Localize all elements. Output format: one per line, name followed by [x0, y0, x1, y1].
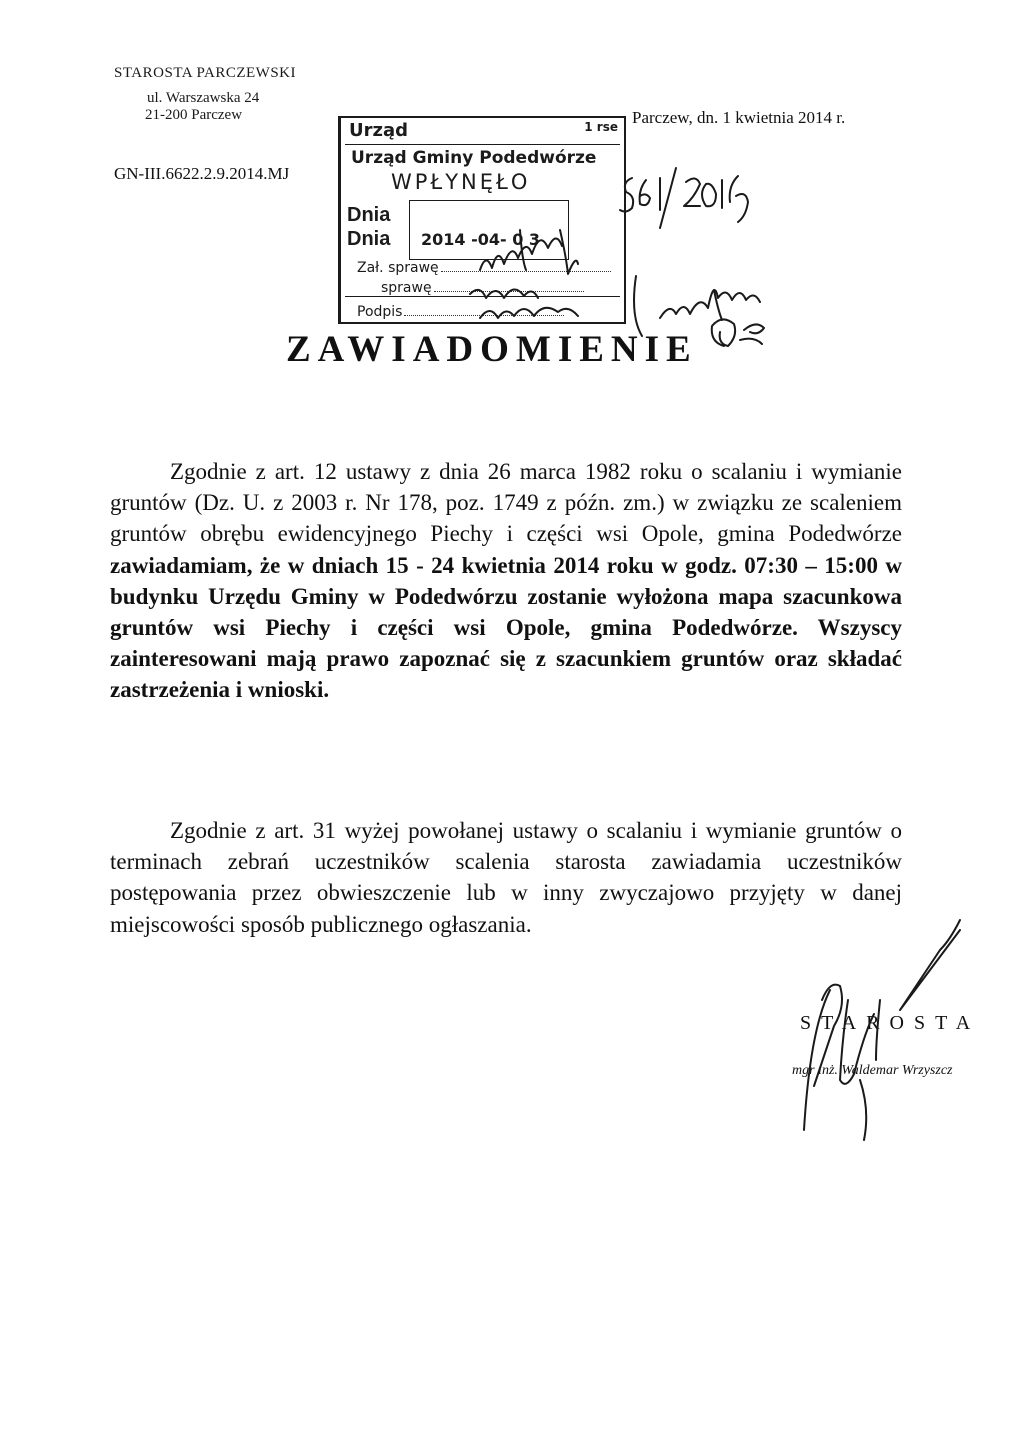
paragraph-notice-bold: zawiadamiam, że w dniach 15 - 24 kwietnia 2014 roku w godz. 07:30 – 15:00 w budynku Urzędu Gminy w Podedwórzu zostanie wyłożona mapa szacunkowa gruntów wsi Piechy i części wsi Opole, gmina Podedwórze. Wszyscy zainteresowani mają prawo zapoznać się z szacunkiem gruntów oraz składać zastrzeżenia i wnioski. [110, 552, 902, 703]
stamp-sprawe-field [381, 280, 584, 296]
stamp-podpis-field [357, 304, 564, 320]
sender-name: STAROSTA PARCZEWSKI [114, 65, 296, 81]
stamp-dnia-label: Dnia [347, 204, 391, 226]
stamp-office-name: Urząd Gminy Podedwórze [351, 148, 597, 168]
stamp-rule [345, 144, 620, 145]
paragraph-meetings: Zgodnie z art. 31 wyżej powołanej ustawy o scalaniu i wymianie gruntów o terminach zebrań uczestników scalenia starosta zawiadamia uczestników postępowania przez obwieszczenie lub w inny zwyczajowo przyjęty w danej miejscowości sposób publicznego ogłaszania. [110, 818, 902, 937]
sender-postal: 21-200 Parczew [145, 107, 243, 123]
stamp-top-right: 1 rse [584, 120, 618, 134]
stamp-dnia-label: Dnia [347, 228, 391, 250]
handwritten-note [712, 319, 764, 346]
stamp-sprawe-label-2: sprawę [381, 280, 432, 296]
signature-title: STAROSTA [800, 1012, 981, 1034]
stamp-top-label: Urząd [349, 120, 409, 141]
sender-street: ul. Warszawska 24 [147, 90, 260, 106]
stamp-podpis-label: Podpis [357, 304, 403, 320]
signature-name: mgr inż. Waldemar Wrzyszcz [792, 1063, 953, 1078]
stamp-sprawe-label: sprawę [388, 260, 439, 276]
stamp-received-label: WPŁYNĘŁO [391, 170, 531, 194]
stamp-dotted-line [404, 315, 564, 316]
stamp-bottom-rule [345, 296, 620, 297]
stamp-dotted-line [434, 291, 584, 292]
document-heading: ZAWIADOMIENIE [286, 329, 698, 370]
handwritten-note [634, 276, 760, 336]
stamp-date: 2014 -04- 0 3 [421, 230, 541, 249]
paragraph-notice [110, 456, 902, 706]
paragraph-notice-normal: Zgodnie z art. 12 ustawy z dnia 26 marca 1982 roku o scalaniu i wymianie gruntów (Dz. U. z 2003 r. Nr 178, poz. 1749 z późn. zm.) w związku ze scaleniem gruntów obrębu ewidencyjnego Piechy i części wsi Opole, gmina Podedwórze [110, 459, 902, 547]
stamp-zal-field [357, 260, 611, 276]
stamp-zal-label: Zał. [357, 260, 384, 276]
reference-number: GN-III.6622.2.9.2014.MJ [114, 164, 290, 183]
registry-stamp [338, 116, 626, 324]
handwritten-reg-number [620, 168, 748, 228]
stamp-dotted-line [441, 271, 611, 272]
place-date: Parczew, dn. 1 kwietnia 2014 r. [632, 108, 846, 127]
